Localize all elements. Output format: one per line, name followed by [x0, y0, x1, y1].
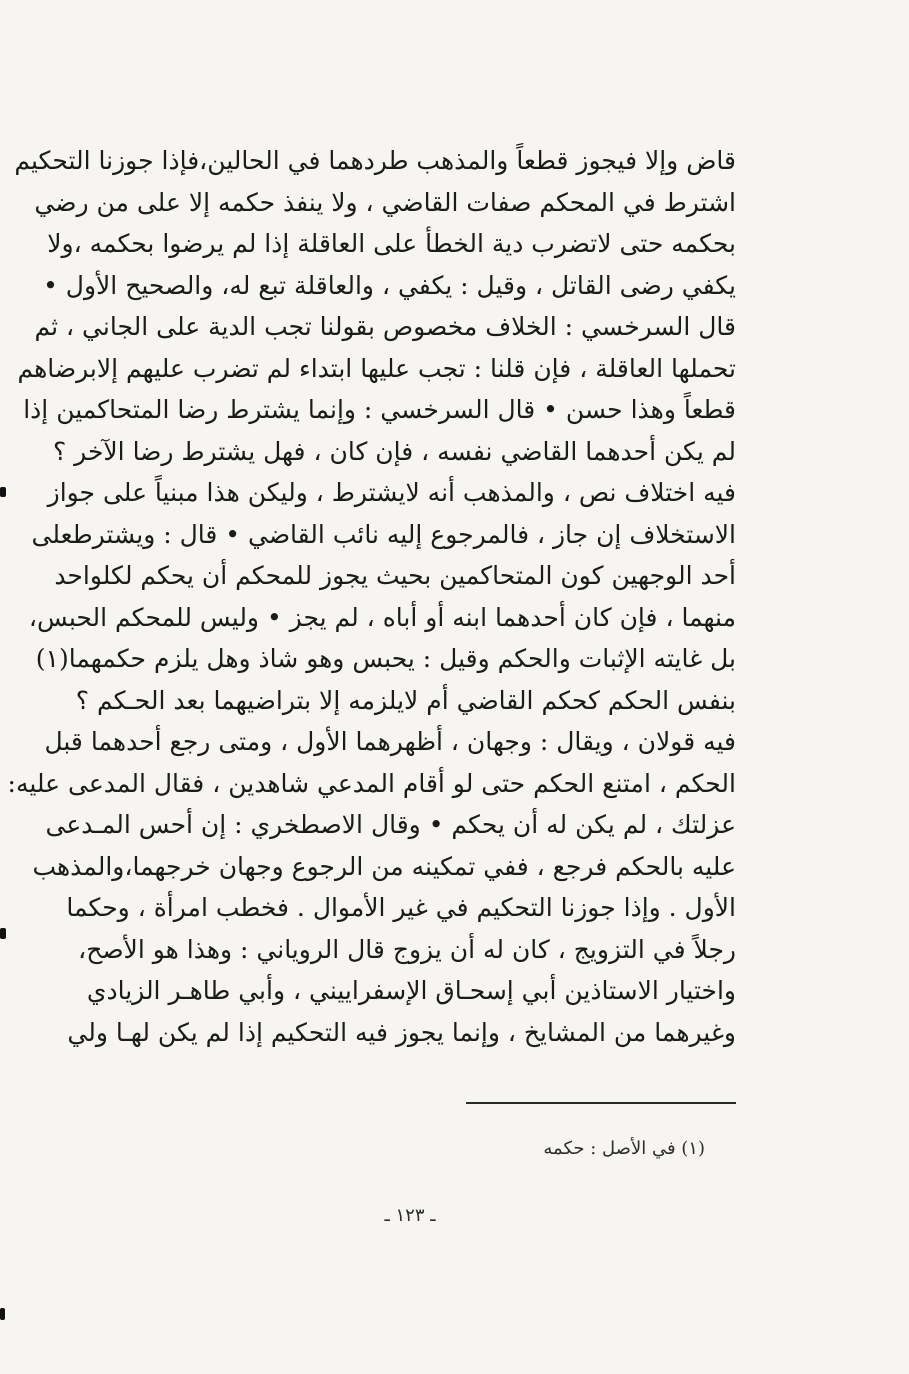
text-line-7: قطعاً وهذا حسن • قال السرخسي : وإنما يشترط رضا المتحاكمين إذا	[23, 395, 736, 424]
text-line-19: الأول . وإذا جوزنا التحكيم في غير الأموال . فخطب امرأة ، وحكما	[66, 893, 736, 922]
scan-mark-left-top	[0, 487, 6, 497]
text-line-17: عزلتك ، لم يكن له أن يحكم • وقال الاصطخري : إن أحس المـدعى	[45, 810, 736, 839]
scan-mark-left-bottom	[0, 1308, 5, 1320]
main-text-block	[7, 140, 736, 1053]
scan-mark-left-middle	[0, 928, 6, 939]
text-line-1: قاض وإلا فيجوز قطعاً والمذهب طردهما في الحالين،فإذا جوزنا التحكيم	[14, 146, 736, 175]
text-line-6: تحملها العاقلة ، فإن قلنا : تجب عليها ابتداء لم تضرب عليهم إلابرضاهم	[17, 353, 736, 383]
text-line-14: بنفس الحكم كحكم القاضي أم لايلزمه إلا بتراضيهما بعد الحـكم ؟	[75, 685, 736, 715]
text-line-21: واختيار الاستاذين أبي إسحـاق الإسفراييني ، وأبي طاهـر الزيادي	[86, 976, 736, 1005]
text-line-3: بحكمه حتى لاتضرب دية الخطأ على العاقلة إذا لم يرضوا بحكمه ،ولا	[47, 229, 736, 258]
text-line-2: اشترط في المحكم صفات القاضي ، ولا ينفذ حكمه إلا على من رضي	[34, 187, 736, 217]
text-line-12: منهما ، فإن كان أحدهما ابنه أو أباه ، لم يجز • وليس للمحكم الحبس،	[28, 602, 736, 632]
text-line-22: وغيرهما من المشايخ ، وإنما يجوز فيه التحكيم إذا لم يكن لهـا ولي	[67, 1017, 736, 1047]
text-line-20: رجلاً في التزويج ، كان له أن يزوج قال الروياني : وهذا هو الأصح،	[78, 934, 736, 964]
text-line-5: قال السرخسي : الخلاف مخصوص بقولنا تجب الدية على الجاني ، ثم	[34, 312, 736, 341]
text-line-11: أحد الوجهين كون المتحاكمين بحيث يجوز للمحكم أن يحكم لكلواحد	[54, 561, 736, 590]
footnote-divider	[466, 1102, 736, 1104]
text-line-15: فيه قولان ، ويقال : وجهان ، أظهرهما الأول ، ومتى رجع أحدهما قبل	[44, 727, 736, 756]
footnote: (١) في الأصل : حكمه	[543, 1138, 705, 1159]
text-line-10: الاستخلاف إن جاز ، فالمرجوع إليه نائب القاضي • قال : ويشترطعلى	[31, 519, 736, 549]
text-line-8: لم يكن أحدهما القاضي نفسه ، فإن كان ، فهل يشترط رضا الآخر ؟	[52, 436, 736, 466]
text-line-16: الحكم ، امتنع الحكم حتى لو أقام المدعي شاهدين ، فقال المدعى عليه:	[7, 768, 736, 798]
text-line-4: يكفي رضى القاتل ، وقيل : يكفي ، والعاقلة تبع له، والصحيح الأول •	[43, 270, 736, 300]
text-line-9: فيه اختلاف نص ، والمذهب أنه لايشترط ، وليكن هذا مبنياً على جواز	[47, 478, 736, 507]
text-line-13: بل غايته الإثبات والحكم وقيل : يحبس وهو شاذ وهل يلزم حكمهما(١)	[35, 644, 736, 673]
text-line-18: عليه بالحكم فرجع ، ففي تمكينه من الرجوع وجهان خرجهما،والمذهب	[32, 851, 736, 881]
page-number: ـ ١٢٣ ـ	[384, 1205, 436, 1226]
